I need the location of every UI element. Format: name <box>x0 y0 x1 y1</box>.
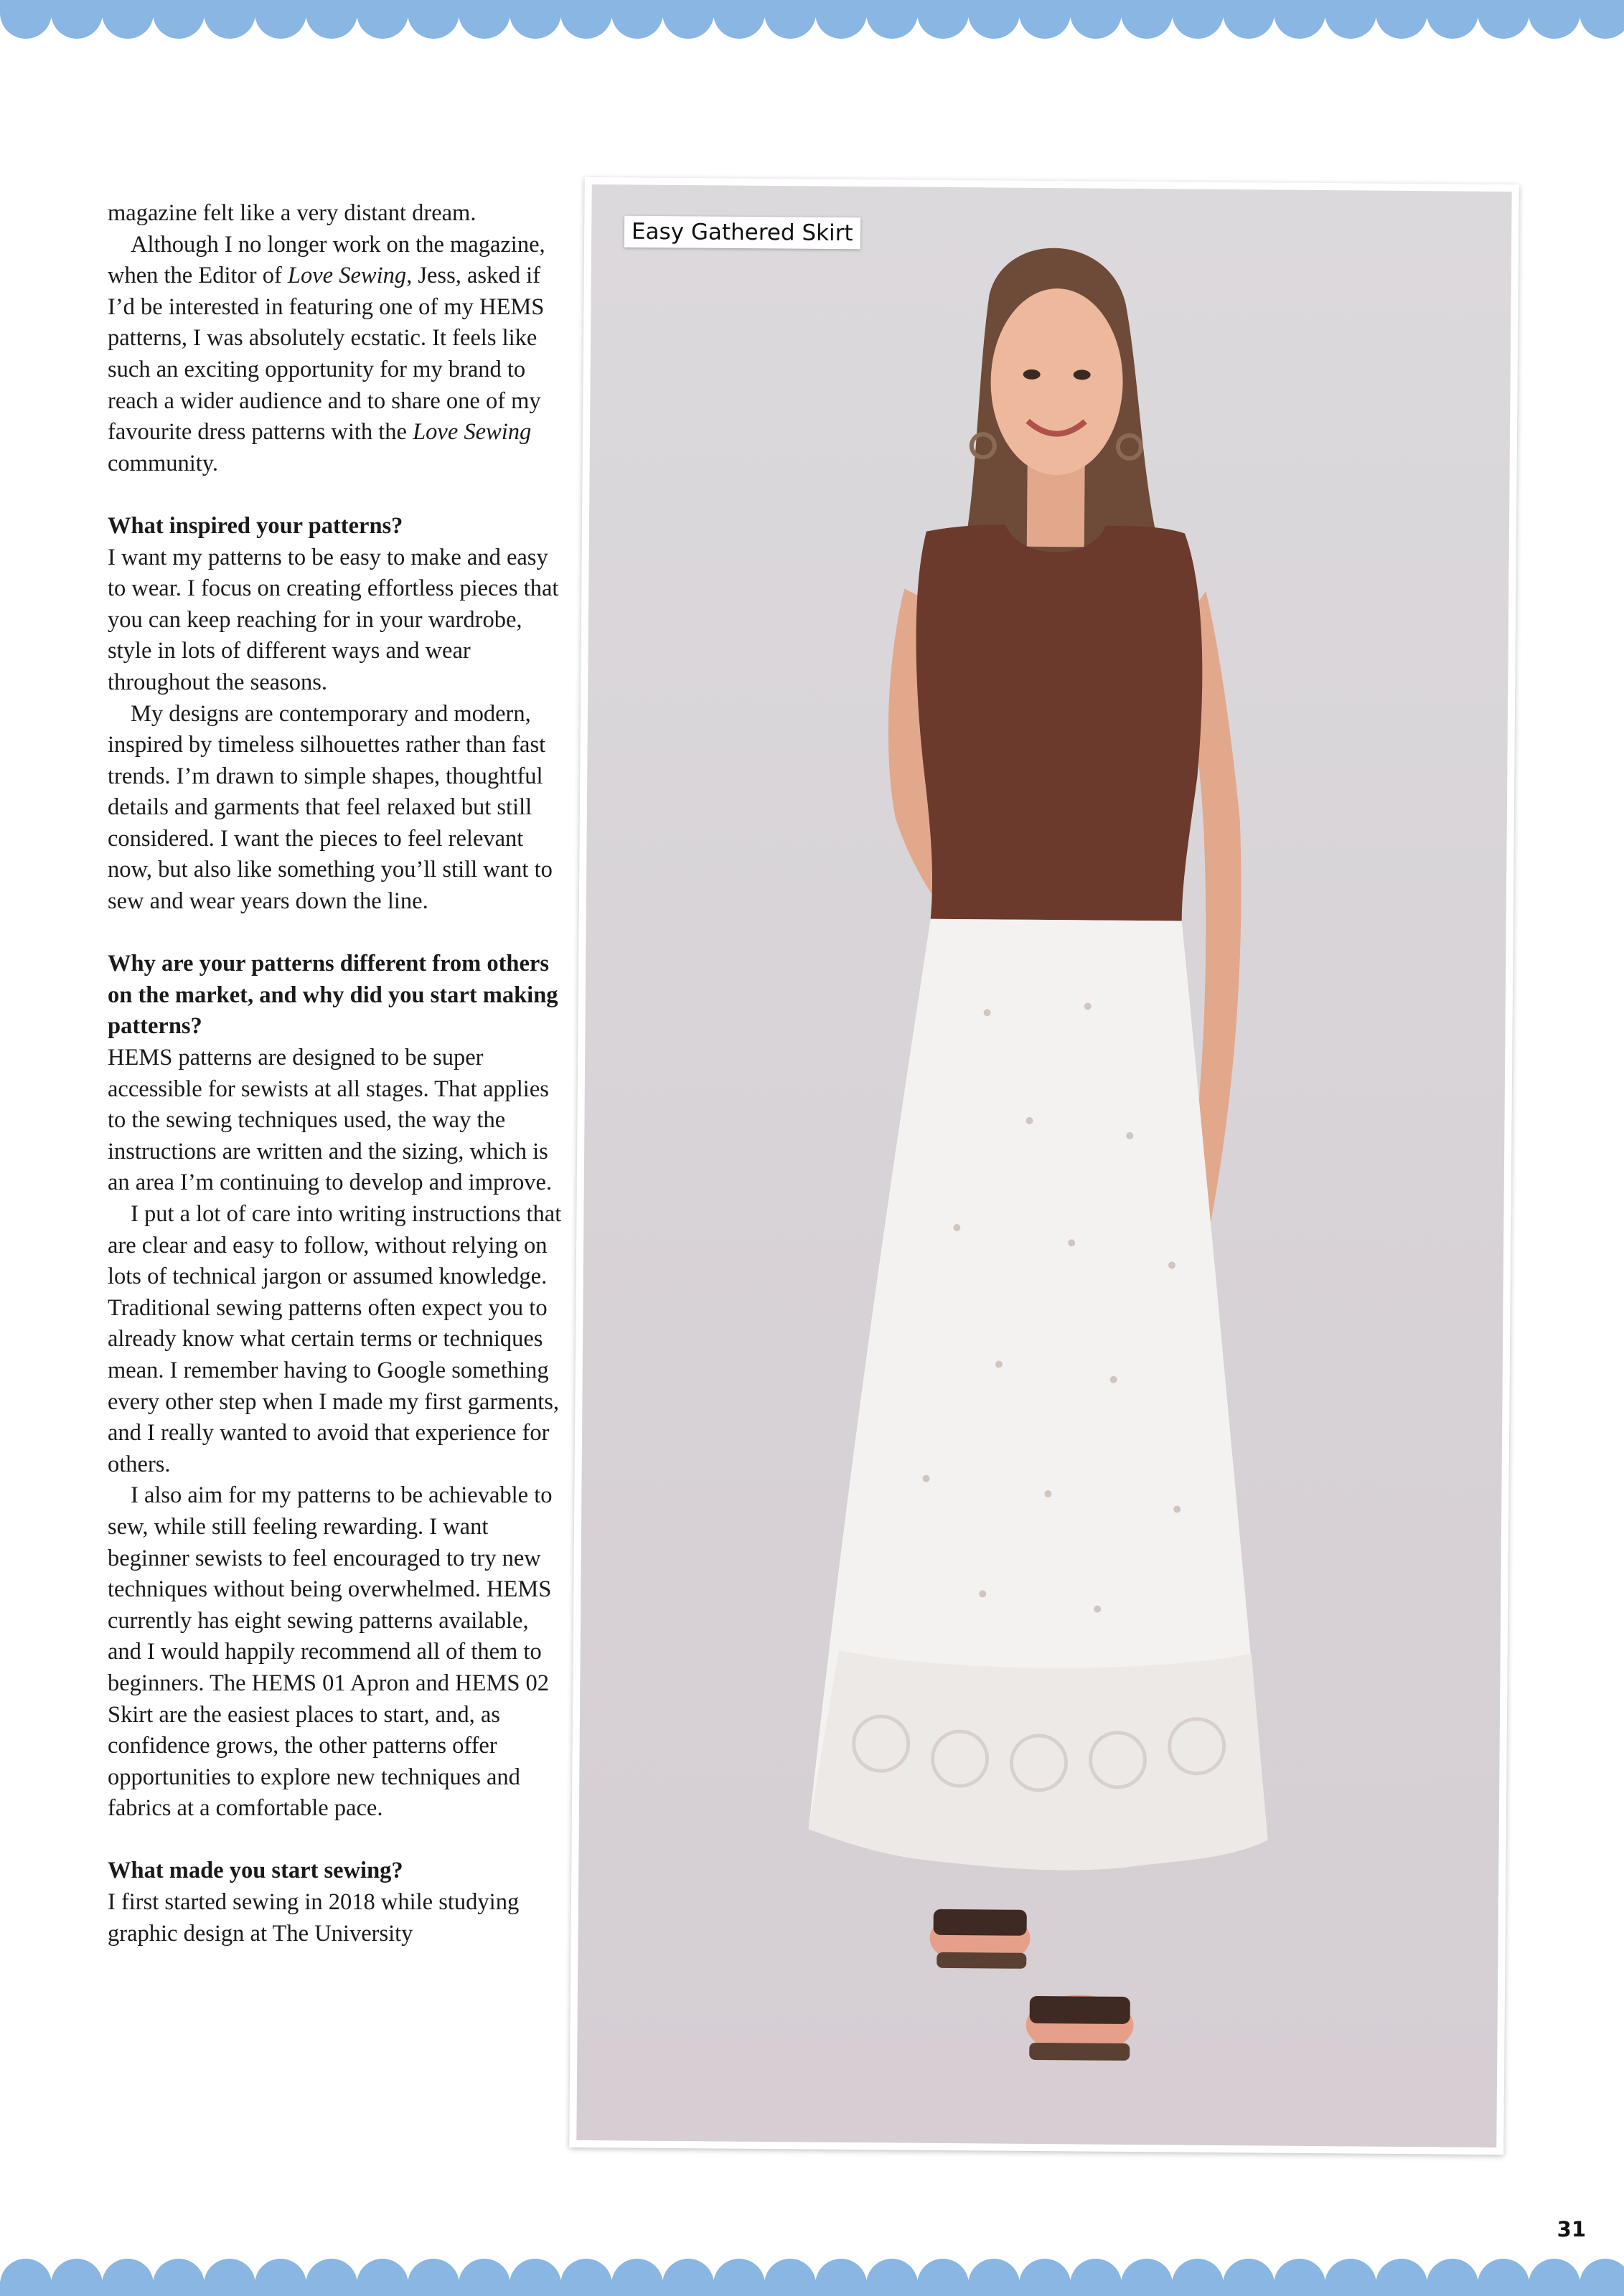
question-heading: What made you start sewing? <box>108 1858 403 1884</box>
paragraph-answer: My designs are contemporary and modern, inspired by timeless silhouettes rather than fast trends. I’m drawn to simple shapes, thoughtful details and garments that feel relaxed but still considered. I want the pieces to feel relevant now, but also like something you’ll still want to sew and wear years down the line. <box>108 700 553 915</box>
paragraph-answer: I also aim for my patterns to be achievable to sew, while still feeling rewarding. I want beginner sewists to feel encouraged to try new techniques without being overwhelmed. HEMS currently has eight sewing patterns available, and I would happily recommend all of them to beginners. The HEMS 01 Apron and HEMS 02 Skirt are the easiest places to start, and, as confidence grows, the other patterns offer opportunities to explore new techniques and fabrics at a comfortable pace. <box>108 1482 553 1822</box>
paragraph-answer: I first started sewing in 2018 while studying graphic design at The University <box>108 1889 520 1947</box>
top-scallop-border <box>0 0 1624 40</box>
question-heading: Why are your patterns different from others on the market, and why did you start making patterns? <box>108 951 558 1040</box>
photo-frame <box>569 177 1519 2155</box>
article-column <box>108 198 567 1949</box>
photo-caption: Easy Gathered Skirt <box>624 216 860 250</box>
model-photo <box>576 184 1511 2147</box>
paragraph-intro-end: magazine felt like a very distant dream. <box>108 200 477 226</box>
question-heading: What inspired your patterns? <box>108 512 403 539</box>
paragraph-answer: I put a lot of care into writing instructions that are clear and easy to follow, without relying on lots of technical jargon or assumed knowledge. Traditional sewing patterns often expect you to already know what certain terms or techniques mean. I remember having to Google something every other step when I made my first garments, and I really wanted to avoid that experience for others. <box>108 1201 562 1477</box>
page-number: 31 <box>1557 2217 1586 2241</box>
paragraph-editor-invite: Although I no longer work on the magazine, when the Editor of Love Sewing, Jess, asked if I’d be interested in featuring one of my HEMS patterns, I was absolutely ecstatic. It feels like such an exciting opportunity for my brand to reach a wider audience and to share one of my favourite dress patterns with the Love Sewing community. <box>108 231 545 476</box>
paragraph-answer: I want my patterns to be easy to make and easy to wear. I focus on creating effortless pieces that you can keep reaching for in your wardrobe, style in lots of different ways and wear throughout the seasons. <box>108 544 559 695</box>
bottom-scallop-border <box>0 2256 1624 2296</box>
model-illustration <box>576 184 1511 2147</box>
paragraph-answer: HEMS patterns are designed to be super accessible for sewists at all stages. That applies to the sewing techniques used, the way the instructions are written and the sizing, which is an area I’m continuing to develop and improve. <box>108 1045 553 1196</box>
